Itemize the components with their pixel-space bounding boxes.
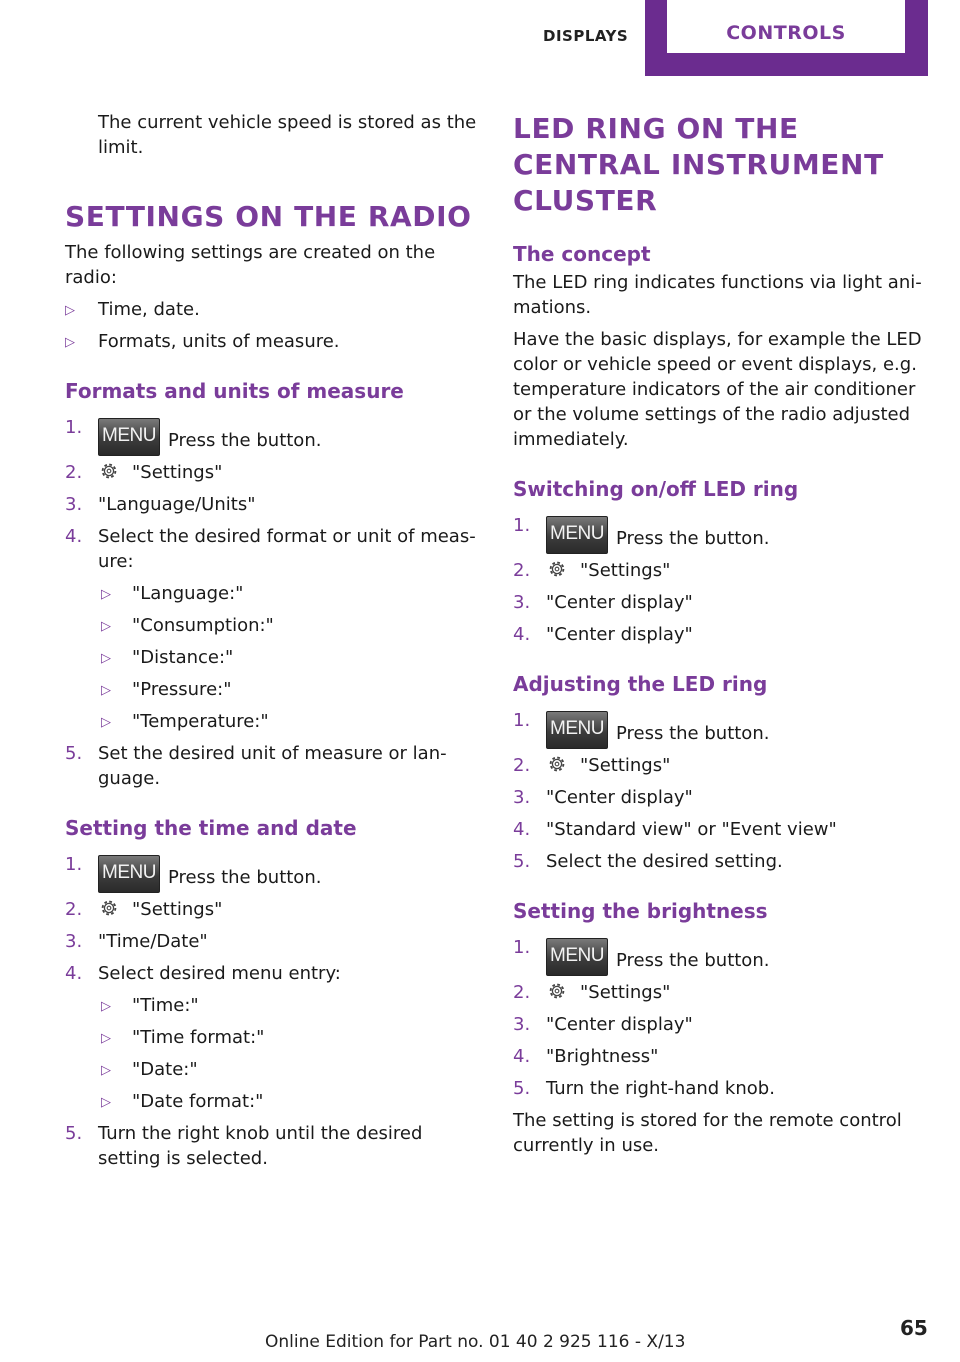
bullet-icon: ▷ bbox=[65, 303, 75, 318]
header-chapter-tab bbox=[645, 0, 928, 76]
list-item: 3. "Center display" bbox=[513, 592, 693, 613]
gear-icon bbox=[98, 460, 120, 482]
menu-button-icon: MENU bbox=[546, 938, 608, 976]
list-item: 2. "Settings" bbox=[513, 560, 671, 581]
list-item: 1. MENU Press the button. bbox=[513, 935, 933, 973]
heading-switching: Switching on/off LED ring bbox=[513, 477, 799, 501]
heading-adjusting: Adjusting the LED ring bbox=[513, 672, 768, 696]
bullet-icon: ▷ bbox=[65, 335, 75, 350]
left-column bbox=[65, 110, 485, 1171]
sub-list-item: ▷ "Date:" bbox=[65, 1057, 485, 1082]
list-item: 4. Select desired menu entry: bbox=[65, 963, 341, 984]
list-item: 2. "Settings" bbox=[65, 899, 223, 920]
list-item: 5. Set the desired unit of measure or language. bbox=[65, 743, 447, 789]
intro-text: The current vehicle speed is stored as the limit. bbox=[98, 112, 477, 158]
footer-edition: Online Edition for Part no. 01 40 2 925 116 - X/13 bbox=[265, 1332, 686, 1352]
list-item: 1. MENU Press the button. bbox=[65, 415, 485, 453]
header-chapter-label: CONTROLS bbox=[726, 22, 846, 44]
list-item: 4. "Standard view" or "Event view" bbox=[513, 819, 837, 840]
header-section-label: DISPLAYS bbox=[543, 27, 629, 45]
heading-brightness: Setting the brightness bbox=[513, 899, 768, 923]
bullet-icon: ▷ bbox=[101, 715, 111, 730]
list-item: 2. "Settings" bbox=[513, 755, 671, 776]
gear-icon bbox=[546, 753, 568, 775]
heading-concept: The concept bbox=[513, 242, 651, 266]
list-item: 1. MENU Press the button. bbox=[513, 708, 933, 746]
sub-list-item: ▷ "Time format:" bbox=[65, 1025, 485, 1050]
heading-radio-settings: SETTINGS ON THE RADIO bbox=[65, 200, 472, 233]
menu-button-icon: MENU bbox=[546, 516, 608, 554]
bullet-icon: ▷ bbox=[101, 587, 111, 602]
sub-list-item: ▷ "Date format:" bbox=[65, 1089, 485, 1114]
gear-icon bbox=[546, 558, 568, 580]
bullet-icon: ▷ bbox=[101, 651, 111, 666]
list-item: 2. "Settings" bbox=[65, 462, 223, 483]
list-item: 2. "Settings" bbox=[513, 982, 671, 1003]
list-item: 5. Turn the right knob until the desired setting is selected. bbox=[65, 1123, 423, 1169]
heading-led-ring: LED RING ON THE CENTRAL INSTRUMENT CLUSTER bbox=[513, 112, 884, 217]
list-item: ▷ Time, date. bbox=[65, 297, 485, 322]
right-column bbox=[513, 111, 933, 1158]
menu-button-icon: MENU bbox=[546, 711, 608, 749]
list-item: 4. "Center display" bbox=[513, 624, 693, 645]
list-item: 1. MENU Press the button. bbox=[65, 852, 485, 890]
page-number: 65 bbox=[900, 1316, 928, 1340]
list-item: 3. "Center display" bbox=[513, 787, 693, 808]
list-item: 5. Turn the right-hand knob. bbox=[513, 1078, 775, 1099]
menu-button-icon: MENU bbox=[98, 418, 160, 456]
sub-list-item: ▷ "Distance:" bbox=[65, 645, 485, 670]
list-item: 5. Select the desired setting. bbox=[513, 851, 783, 872]
menu-button-icon: MENU bbox=[98, 855, 160, 893]
bullet-icon: ▷ bbox=[101, 683, 111, 698]
concept-paragraph-1: The LED ring indicates functions via light animations. bbox=[513, 272, 922, 318]
list-item: 3. "Language/Units" bbox=[65, 494, 256, 515]
list-item: 4. "Brightness" bbox=[513, 1046, 659, 1067]
gear-icon bbox=[98, 897, 120, 919]
sub-list-item: ▷ "Pressure:" bbox=[65, 677, 485, 702]
sub-list-item: ▷ "Language:" bbox=[65, 581, 485, 606]
sub-list-item: ▷ "Consumption:" bbox=[65, 613, 485, 638]
brightness-note: The setting is stored for the remote control currently in use. bbox=[513, 1110, 902, 1156]
bullet-icon: ▷ bbox=[101, 1095, 111, 1110]
bullet-icon: ▷ bbox=[101, 1031, 111, 1046]
bullet-icon: ▷ bbox=[101, 619, 111, 634]
list-item: 4. Select the desired format or unit of measure: bbox=[65, 526, 476, 572]
sub-list-item: ▷ "Temperature:" bbox=[65, 709, 485, 734]
bullet-icon: ▷ bbox=[101, 1063, 111, 1078]
heading-formats: Formats and units of measure bbox=[65, 379, 404, 403]
gear-icon bbox=[546, 980, 568, 1002]
list-item: 1. MENU Press the button. bbox=[513, 513, 933, 551]
sub-list-item: ▷ "Time:" bbox=[65, 993, 485, 1018]
heading-time-date: Setting the time and date bbox=[65, 816, 357, 840]
list-item: 3. "Time/Date" bbox=[65, 931, 208, 952]
concept-paragraph-2: Have the basic displays, for example the LED color or vehicle speed or event displays, e.g. temperature indicators of the air conditioner or the volume settings of the radio adjusted immediately. bbox=[513, 329, 922, 450]
bullet-icon: ▷ bbox=[101, 999, 111, 1014]
list-item: ▷ Formats, units of measure. bbox=[65, 329, 485, 354]
list-item: 3. "Center display" bbox=[513, 1014, 693, 1035]
radio-settings-lead: The following settings are created on the radio: bbox=[65, 242, 436, 288]
